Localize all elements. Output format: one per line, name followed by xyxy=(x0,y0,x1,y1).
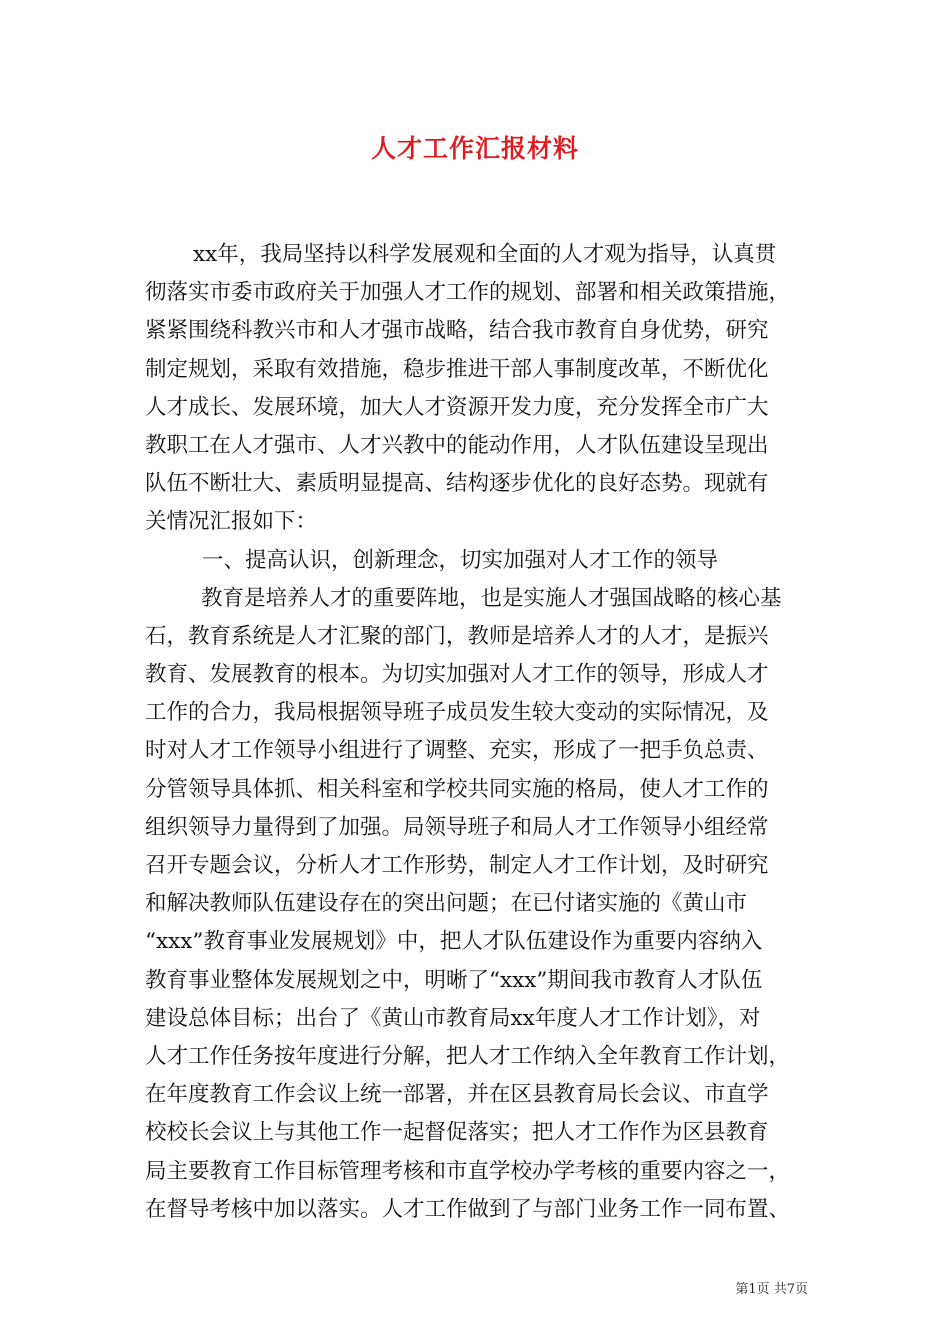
paragraph-line: 建设总体目标；出台了《黄山市教育局xx年度人才工作计划》，对 xyxy=(145,1005,761,1031)
paragraph-line: xx年，我局坚持以科学发展观和全面的人才观为指导，认真贯 xyxy=(193,242,777,267)
paragraph-line: 制定规划，采取有效措施，稳步推进干部人事制度改革，不断优化 xyxy=(145,356,769,382)
paragraph-line: 召开专题会议，分析人才工作形势，制定人才工作计划，及时研究 xyxy=(145,853,769,878)
paragraph-line: 关情况汇报如下： xyxy=(145,509,318,535)
page-number: 第1页 共7页 xyxy=(735,1282,808,1297)
paragraph-line: 在年度教育工作会议上统一部署，并在区县教育局长会议、市直学 xyxy=(145,1082,769,1108)
paragraph-line: 队伍不断壮大、素质明显提高、结构逐步优化的良好态势。现就有 xyxy=(145,471,769,497)
paragraph-line: 组织领导力量得到了加强。局领导班子和局人才工作领导小组经常 xyxy=(145,814,769,840)
paragraph-line: 工作的合力，我局根据领导班子成员发生较大变动的实际情况，及 xyxy=(145,700,769,726)
paragraph-line: 和解决教师队伍建设存在的突出问题；在已付诸实施的《黄山市 xyxy=(145,891,748,917)
paragraph-line: 校校长会议上与其他工作一起督促落实；把人才工作作为区县教育 xyxy=(145,1120,769,1146)
document-body xyxy=(145,236,810,1229)
paragraph-line: “xxx”教育事业发展规划》中，把人才队伍建设作为重要内容纳入 xyxy=(145,929,763,955)
paragraph-line: 人才成长、发展环境，加大人才资源开发力度，充分发挥全市广大 xyxy=(145,394,769,420)
paragraph-line: 紧紧围绕科教兴市和人才强市战略，结合我市教育自身优势，研究 xyxy=(145,318,769,344)
paragraph-line: 分管领导具体抓、相关科室和学校共同实施的格局，使人才工作的 xyxy=(145,776,769,802)
paragraph-line: 时对人才工作领导小组进行了调整、充实，形成了一把手负总责、 xyxy=(145,738,769,764)
paragraph-line: 教职工在人才强市、人才兴教中的能动作用，人才队伍建设呈现出 xyxy=(145,432,769,458)
paragraph-line: 教育是培养人才的重要阵地，也是实施人才强国战略的核心基 xyxy=(201,585,782,611)
document-title: 人才工作汇报材料 xyxy=(370,134,579,163)
paragraph-line: 教育、发展教育的根本。为切实加强对人才工作的领导，形成人才 xyxy=(145,662,769,688)
section-heading: 一、提高认识，创新理念，切实加强对人才工作的领导 xyxy=(202,547,719,573)
paragraph-line: 局主要教育工作目标管理考核和市直学校办学考核的重要内容之一， xyxy=(145,1158,791,1184)
paragraph-line: 人才工作任务按年度进行分解，把人才工作纳入全年教育工作计划， xyxy=(145,1043,791,1069)
paragraph-line: 教育事业整体发展规划之中，明晰了“xxx”期间我市教育人才队伍 xyxy=(145,967,763,993)
paragraph-line: 在督导考核中加以落实。人才工作做到了与部门业务工作一同布置、 xyxy=(145,1196,791,1222)
paragraph-line: 彻落实市委市政府关于加强人才工作的规划、部署和相关政策措施， xyxy=(145,280,791,306)
paragraph-line: 石，教育系统是人才汇聚的部门，教师是培养人才的人才，是振兴 xyxy=(145,623,769,649)
